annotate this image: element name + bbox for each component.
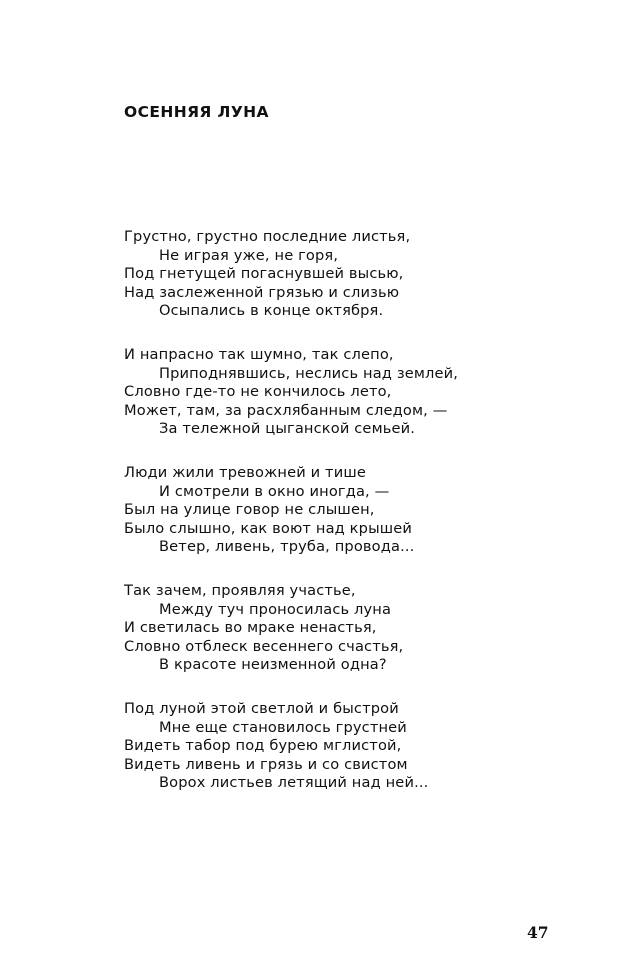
poem-line: В красоте неизменной одна? bbox=[159, 656, 387, 674]
poem-line: Под гнетущей погаснувшей высью, bbox=[124, 265, 404, 283]
poem-line: Так зачем, проявляя участье, bbox=[124, 582, 356, 599]
poem-line: Может, там, за расхлябанным следом, — bbox=[124, 401, 448, 419]
stanza-4 bbox=[124, 582, 524, 700]
poem-line: Над заслеженной грязью и слизью bbox=[124, 283, 400, 301]
poem-line: И напрасно так шумно, так слепо, bbox=[124, 346, 394, 363]
poem-line: Грустно, грустно последние листья, bbox=[124, 228, 411, 245]
poem-line: Было слышно, как воют над крышей bbox=[124, 519, 413, 537]
stanza-2 bbox=[124, 346, 524, 464]
stanza-1 bbox=[124, 228, 524, 346]
poem-line: Видеть табор под бурею мглистой, bbox=[124, 737, 402, 755]
poem-line: Был на улице говор не слышен, bbox=[124, 501, 375, 519]
poem-line: Ветер, ливень, труба, провода... bbox=[159, 538, 415, 556]
poem-line: Не играя уже, не горя, bbox=[159, 246, 339, 264]
poem-line: Осыпались в конце октября. bbox=[159, 302, 384, 320]
poem-line: Приподнявшись, неслись над землей, bbox=[159, 364, 459, 382]
poem-line: Люди жили тревожней и тише bbox=[124, 464, 366, 481]
poem-title: ОСЕННЯЯ ЛУНА bbox=[124, 103, 269, 121]
poem-line: И смотрели в окно иногда, — bbox=[159, 482, 390, 500]
poem-line: Между туч проносилась луна bbox=[159, 600, 392, 618]
page-number: 47 bbox=[527, 923, 549, 942]
poem-line: За тележной цыганской семьей. bbox=[159, 420, 416, 438]
stanza-3 bbox=[124, 464, 524, 582]
stanza-5 bbox=[124, 700, 524, 818]
poem-line: Словно отблеск весеннего счастья, bbox=[124, 637, 404, 655]
poem-line: Мне еще становилось грустней bbox=[159, 718, 407, 736]
poem-body bbox=[124, 228, 524, 818]
poem-line: Видеть ливень и грязь и со свистом bbox=[124, 755, 408, 773]
poem-line: Под луной этой светлой и быстрой bbox=[124, 700, 399, 717]
poem-line: Словно где-то не кончилось лето, bbox=[124, 383, 392, 401]
poem-line: Ворох листьев летящий над ней... bbox=[159, 774, 429, 792]
poem-line: И светилась во мраке ненастья, bbox=[124, 619, 377, 637]
